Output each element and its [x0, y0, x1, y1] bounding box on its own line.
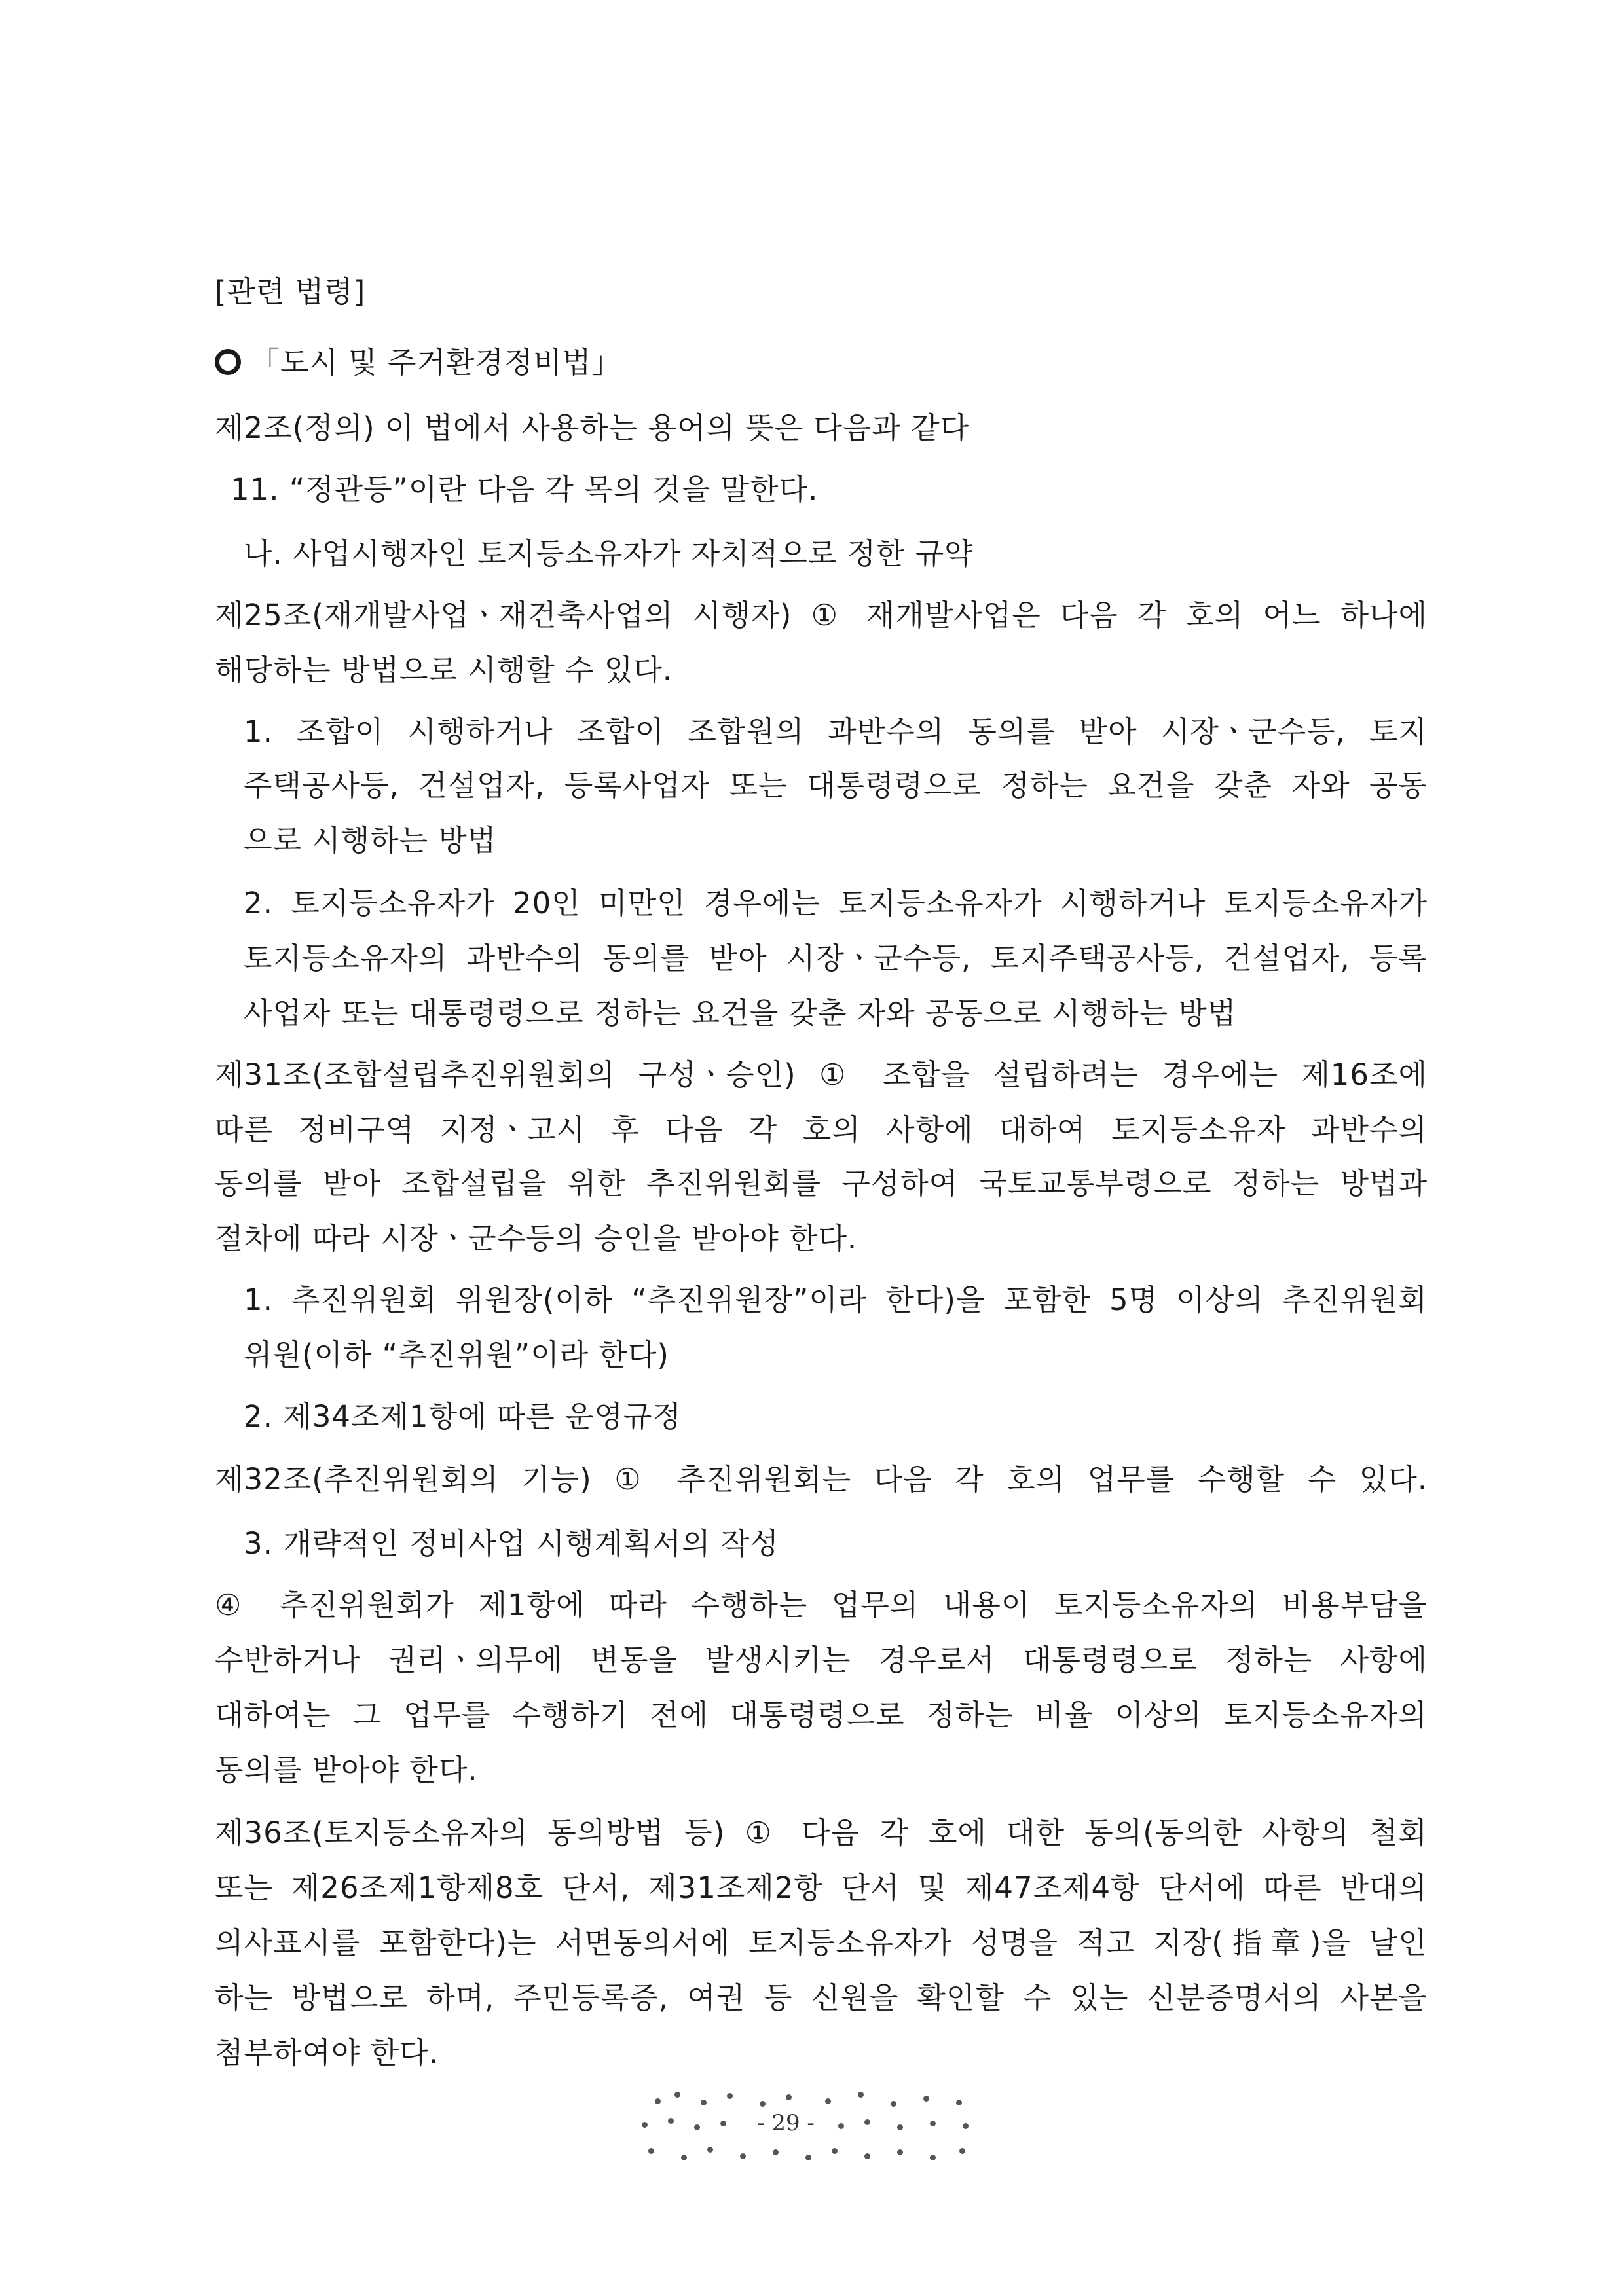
page-number: - 29 -	[757, 2110, 815, 2136]
law-title-row	[215, 344, 621, 381]
article-31-item-2: 2. 제34조제1항에 따른 운영규정	[244, 1399, 682, 1434]
article-31-line-3: 동의를 받아 조합설립을 위한 추진위원회를 구성하여 국토교통부령으로 정하는 방법과	[215, 1166, 1428, 1201]
article-32-para-4-line-3: 대하여는 그 업무를 수행하기 전에 대통령령으로 정하는 비율 이상의 토지등소유자의	[215, 1698, 1428, 1732]
article-36-line-5: 첨부하여야 한다.	[215, 2035, 439, 2070]
law-title: 「도시 및 주거환경정비법」	[250, 345, 622, 380]
article-32-item-3: 3. 개략적인 정비사업 시행계획서의 작성	[244, 1526, 779, 1561]
article-32-para-4-line-1: ④ 추진위원회가 제1항에 따라 수행하는 업무의 내용이 토지등소유자의 비용부담을	[215, 1588, 1428, 1622]
article-31-line-1: 제31조(조합설립추진위원회의 구성ㆍ승인) ① 조합을 설립하려는 경우에는 제16조에	[215, 1057, 1428, 1092]
article-36-line-3: 의사표시를 포함한다)는 서면동의서에 토지등소유자가 성명을 적고 지장(指章)을 날인	[215, 1925, 1428, 1960]
article-31-item-1-line-2: 위원(이하 “추진위원”이라 한다)	[244, 1338, 669, 1372]
article-25-item-1-line-1: 1. 조합이 시행하거나 조합이 조합원의 과반수의 동의를 받아 시장ㆍ군수등, 토지	[244, 714, 1428, 749]
article-25-item-1-line-3: 으로 시행하는 방법	[244, 823, 497, 858]
article-32-para-4-line-4: 동의를 받아야 한다.	[215, 1753, 478, 1787]
article-36-line-1: 제36조(토지등소유자의 동의방법 등) ① 다음 각 호에 대한 동의(동의한 사항의 철회	[215, 1815, 1428, 1850]
article-2-item-11-b: 나. 사업시행자인 토지등소유자가 자치적으로 정한 규약	[244, 536, 974, 571]
article-25-line-1: 제25조(재개발사업ㆍ재건축사업의 시행자) ① 재개발사업은 다음 각 호의 어느 하나에	[215, 598, 1428, 632]
article-36-line-2: 또는 제26조제1항제8호 단서, 제31조제2항 단서 및 제47조제4항 단서에 따른 반대의	[215, 1870, 1428, 1905]
circle-bullet-icon	[215, 349, 241, 375]
article-32-title: 제32조(추진위원회의 기능) ① 추진위원회는 다음 각 호의 업무를 수행할 수 있다.	[215, 1462, 1428, 1497]
article-25-item-2-line-3: 사업자 또는 대통령령으로 정하는 요건을 갖춘 자와 공동으로 시행하는 방법	[244, 996, 1237, 1030]
article-2-title: 제2조(정의) 이 법에서 사용하는 용어의 뜻은 다음과 같다	[215, 410, 970, 445]
article-32-para-4-line-2: 수반하거나 권리ㆍ의무에 변동을 발생시키는 경우로서 대통령령으로 정하는 사항에	[215, 1643, 1428, 1677]
related-laws-heading: [관련 법령]	[215, 274, 366, 309]
article-31-line-2: 따른 정비구역 지정ㆍ고시 후 다음 각 호의 사항에 대하여 토지등소유자 과반수의	[215, 1112, 1428, 1147]
article-31-item-1-line-1: 1. 추진위원회 위원장(이하 “추진위원장”이라 한다)을 포함한 5명 이상의 추진위원회	[244, 1283, 1428, 1317]
article-25-item-2-line-1: 2. 토지등소유자가 20인 미만인 경우에는 토지등소유자가 시행하거나 토지등소유자가	[244, 886, 1428, 920]
article-36-line-4: 하는 방법으로 하며, 주민등록증, 여권 등 신원을 확인할 수 있는 신분증명서의 사본을	[215, 1980, 1428, 2015]
article-25-line-2: 해당하는 방법으로 시행할 수 있다.	[215, 653, 673, 687]
article-25-item-2-line-2: 토지등소유자의 과반수의 동의를 받아 시장ㆍ군수등, 토지주택공사등, 건설업자, 등록	[244, 941, 1428, 975]
article-31-line-4: 절차에 따라 시장ㆍ군수등의 승인을 받아야 한다.	[215, 1221, 858, 1256]
article-25-item-1-line-2: 주택공사등, 건설업자, 등록사업자 또는 대통령령으로 정하는 요건을 갖춘 자와 공동	[244, 768, 1428, 803]
article-2-item-11: 11. “정관등”이란 다음 각 목의 것을 말한다.	[231, 472, 819, 507]
page-footer	[629, 2092, 995, 2164]
